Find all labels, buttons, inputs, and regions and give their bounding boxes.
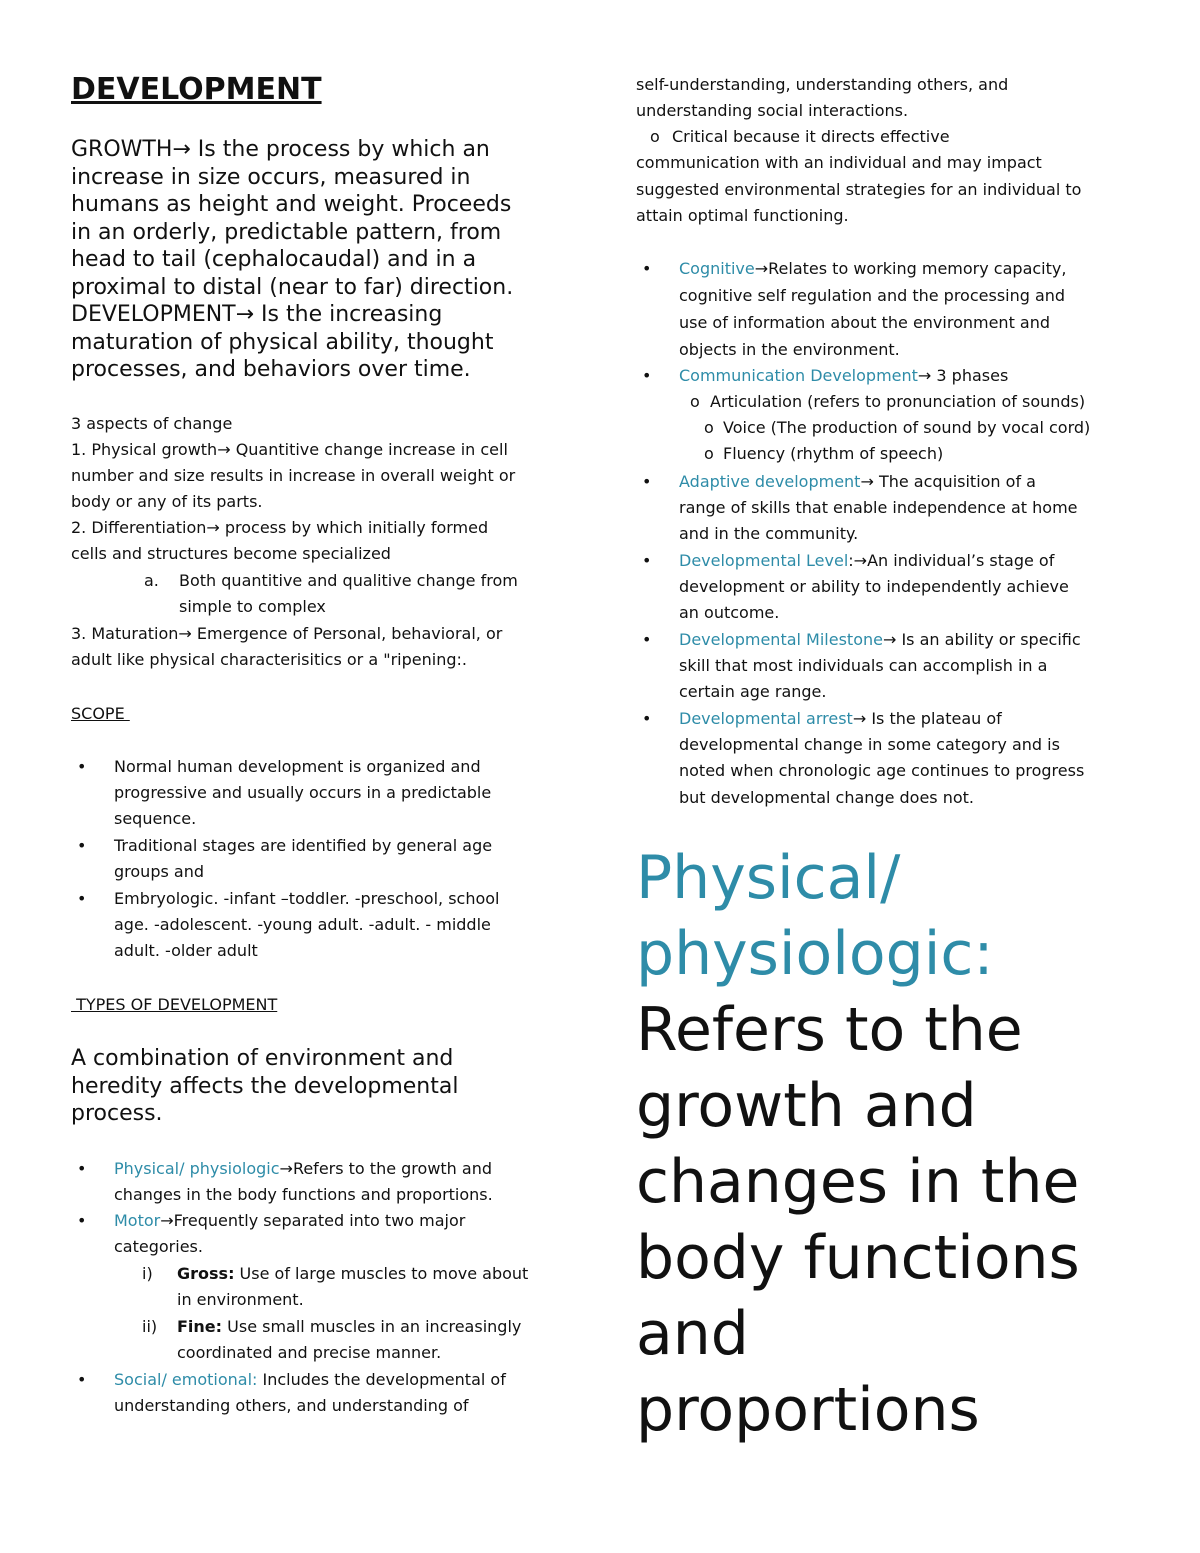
list-item-line: changes in the body functions and proportions. (114, 1185, 493, 1204)
sub-list-line: coordinated and precise manner. (177, 1343, 442, 1362)
definition-gross: Use of large muscles to move about (234, 1264, 529, 1283)
aspects-line: 1. Physical growth→ Quantitive change increase in cell (71, 440, 508, 459)
term-cognitive: Cognitive (679, 259, 755, 278)
list-item-milestone (679, 627, 1081, 653)
sub-list-line: in environment. (177, 1290, 304, 1309)
combination-line: process. (71, 1101, 163, 1126)
intro-line: maturation of physical ability, thought (71, 329, 494, 355)
list-item-line: an outcome. (679, 603, 780, 622)
sub-bullet-marker: o (650, 127, 660, 146)
bullet-marker: • (77, 1211, 87, 1230)
list-item-line: use of information about the environment and (679, 313, 1051, 332)
bullet-marker: • (642, 630, 652, 649)
callout-definition-line: growth and (636, 1071, 977, 1141)
callout-definition-line: body functions (636, 1223, 1080, 1293)
aspects-line: body or any of its parts. (71, 492, 263, 511)
sub-item-fine (177, 1314, 521, 1340)
bullet-marker: • (642, 709, 652, 728)
intro-line: increase in size occurs, measured in (71, 164, 471, 190)
bullet-marker: • (642, 259, 652, 278)
sub-list-marker: i) (142, 1264, 153, 1283)
list-item-line: development or ability to independently achieve (679, 577, 1069, 596)
callout-term-line: Physical/ (636, 843, 901, 913)
bullet-marker: • (77, 757, 87, 776)
list-item-line: objects in the environment. (679, 340, 900, 359)
definition-fine: Use small muscles in an increasingly (222, 1317, 522, 1336)
definition-communication: → 3 phases (917, 366, 1009, 385)
intro-line: GROWTH→ Is the process by which an (71, 137, 490, 162)
list-item-arrest (679, 706, 1002, 732)
list-item-communication (679, 363, 1008, 389)
term-milestone: Developmental Milestone (679, 630, 883, 649)
definition-physical: →Refers to the growth and (279, 1159, 493, 1178)
intro-line: proximal to distal (near to far) direction. (71, 274, 514, 300)
term-level: Developmental Level (679, 551, 849, 570)
list-item-line: noted when chronologic age continues to progress (679, 761, 1085, 780)
bullet-marker: • (77, 889, 87, 908)
term-gross: Gross: (177, 1264, 235, 1283)
term-arrest: Developmental arrest (679, 709, 853, 728)
list-item-line: understanding others, and understanding of (114, 1396, 469, 1415)
bullet-marker: • (642, 551, 652, 570)
definition-motor: →Frequently separated into two major (160, 1211, 466, 1230)
list-item-line: skill that most individuals can accomplish in a (679, 656, 1048, 675)
aspects-line: 2. Differentiation→ process by which initially formed (71, 518, 489, 537)
bullet-marker: • (642, 366, 652, 385)
list-item-line: Traditional stages are identified by general age (114, 836, 493, 855)
term-fine: Fine: (177, 1317, 223, 1336)
critical-line: attain optimal functioning. (636, 206, 849, 225)
aspects-line: number and size results in increase in overall weight or (71, 466, 516, 485)
combination-line: A combination of environment and (71, 1046, 454, 1071)
bullet-marker: • (77, 1159, 87, 1178)
sub-list-line: simple to complex (179, 597, 326, 616)
intro-line: DEVELOPMENT→ Is the increasing (71, 302, 443, 327)
definition-arrest: → Is the plateau of (852, 709, 1002, 728)
list-item-line: sequence. (114, 809, 197, 828)
list-item-line: certain age range. (679, 682, 827, 701)
callout-definition-line: changes in the (636, 1147, 1080, 1217)
list-item-line: and in the community. (679, 524, 859, 543)
document-title: DEVELOPMENT (71, 72, 322, 107)
sub-list-marker: ii) (142, 1317, 158, 1336)
types-heading: TYPES OF DEVELOPMENT (71, 995, 278, 1014)
intro-line: humans as height and weight. Proceeds (71, 192, 512, 217)
sub-bullet-marker: o (690, 392, 700, 411)
bullet-marker: • (77, 1370, 87, 1389)
sub-item-gross (177, 1261, 528, 1287)
intro-line: in an orderly, predictable pattern, from (71, 219, 502, 245)
term-social: Social/ emotional: (114, 1370, 258, 1389)
callout-definition-line: Refers to the (636, 995, 1023, 1065)
sub-bullet-marker: o (704, 444, 714, 463)
term-motor: Motor (114, 1211, 161, 1230)
callout-definition-line: and (636, 1299, 749, 1369)
list-item-line: age. -adolescent. -young adult. -adult. - middle (114, 915, 491, 934)
list-item-line: categories. (114, 1237, 203, 1256)
list-item-motor (114, 1208, 465, 1234)
list-item-line: developmental change in some category and is (679, 735, 1060, 754)
scope-heading: SCOPE (71, 704, 130, 723)
callout-term-line: physiologic: (636, 919, 994, 989)
critical-line: Critical because it directs effective (672, 127, 950, 146)
aspects-line: adult like physical characterisitics or a "ripening:. (71, 650, 467, 669)
definition-level: :→An individual’s stage of (848, 551, 1055, 570)
intro-line: head to tail (cephalocaudal) and in a (71, 247, 477, 272)
intro-line: processes, and behaviors over time. (71, 357, 471, 382)
phase-articulation: Articulation (refers to pronunciation of sounds) (710, 392, 1086, 411)
list-item-social (114, 1367, 506, 1393)
critical-line: suggested environmental strategies for an individual to (636, 180, 1082, 199)
sub-list-marker: a. (144, 571, 159, 590)
definition-social: Includes the developmental of (257, 1370, 506, 1389)
list-item-line: cognitive self regulation and the processing and (679, 286, 1066, 305)
sub-bullet-marker: o (704, 418, 714, 437)
aspects-heading: 3 aspects of change (71, 414, 233, 433)
list-item-cognitive (679, 256, 1066, 282)
list-item-line: Normal human development is organized and (114, 757, 481, 776)
list-item-adaptive (679, 469, 1036, 495)
list-item-line: but developmental change does not. (679, 788, 975, 807)
continuation-line: self-understanding, understanding others, and (636, 75, 1009, 94)
combination-line: heredity affects the developmental (71, 1073, 459, 1099)
definition-adaptive: → The acquisition of a (860, 472, 1036, 491)
list-item-line: progressive and usually occurs in a predictable (114, 783, 492, 802)
sub-list-line: Both quantitive and qualitive change from (179, 571, 518, 590)
aspects-line: 3. Maturation→ Emergence of Personal, behavioral, or (71, 624, 503, 643)
definition-milestone: → Is an ability or specific (882, 630, 1081, 649)
term-physical: Physical/ physiologic (114, 1159, 280, 1178)
list-item-physical (114, 1156, 492, 1182)
bullet-marker: • (77, 836, 87, 855)
list-item-level (679, 548, 1054, 574)
term-communication: Communication Development (679, 366, 918, 385)
list-item-line: Embryologic. -infant –toddler. -preschool, school (114, 889, 500, 908)
list-item-line: range of skills that enable independence at home (679, 498, 1078, 517)
term-adaptive: Adaptive development (679, 472, 861, 491)
definition-cognitive: →Relates to working memory capacity, (754, 259, 1067, 278)
callout-definition-line: proportions (636, 1375, 980, 1445)
aspects-line: cells and structures become specialized (71, 544, 391, 563)
critical-line: communication with an individual and may impact (636, 153, 1042, 172)
phase-voice: Voice (The production of sound by vocal cord) (723, 418, 1091, 437)
phase-fluency: Fluency (rhythm of speech) (723, 444, 944, 463)
list-item-line: groups and (114, 862, 204, 881)
bullet-marker: • (642, 472, 652, 491)
continuation-line: understanding social interactions. (636, 101, 909, 120)
list-item-line: adult. -older adult (114, 941, 258, 960)
